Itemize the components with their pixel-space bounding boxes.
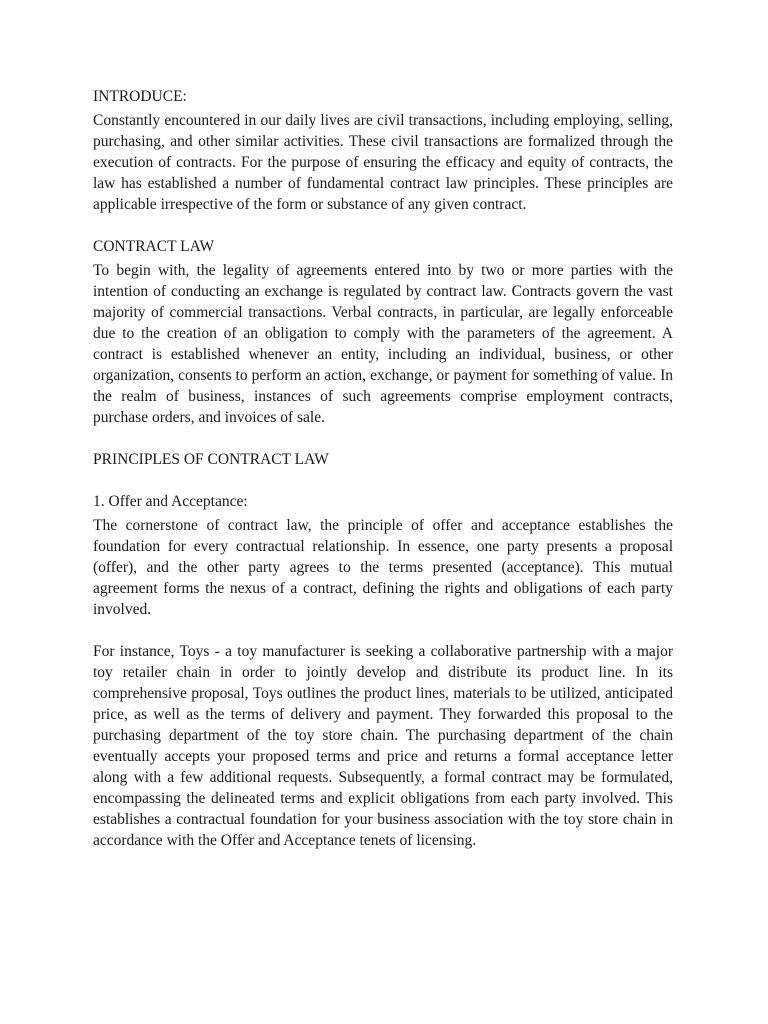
offer-paragraph-2: For instance, Toys - a toy manufacturer is seeking a collaborative partnership with a major toy retailer chain in order to jointly develop and distribute its product line. In its comprehensive proposal, Toys outlines the product lines, materials to be utilized, anticipated price, as well as the terms of delivery and payment. They forwarded this proposal to the purchasing department of the toy store chain. The purchasing department of the chain eventually accepts your proposed terms and price and returns a formal acceptance letter along with a few additional requests. Subsequently, a formal contract may be formulated, encompassing the delineated terms and explicit obligations from each party involved. This establishes a contractual foundation for your business association with the toy store chain in accordance with the Offer and Acceptance tenets of licensing.	[93, 643, 673, 849]
principles-heading: PRINCIPLES OF CONTRACT LAW	[93, 451, 329, 468]
intro-paragraph: Constantly encountered in our daily lives are civil transactions, including employing, selling, purchasing, and other similar activities. These civil transactions are formalized through the execution of contracts. For the purpose of ensuring the efficacy and equity of contracts, the law has established a number of fundamental contract law principles. These principles are applicable irrespective of the form or substance of any given contract.	[93, 112, 673, 213]
offer-acceptance-heading: 1. Offer and Acceptance:	[93, 493, 248, 510]
offer-paragraph-1: The cornerstone of contract law, the principle of offer and acceptance establishes the foundation for every contractual relationship. In essence, one party presents a proposal (offer), and the other party agrees to the terms presented (acceptance). This mutual agreement forms the nexus of a contract, defining the rights and obligations of each party involved.	[93, 517, 673, 618]
contract-law-heading: CONTRACT LAW	[93, 238, 215, 255]
document-page	[93, 86, 673, 851]
contract-law-paragraph: To begin with, the legality of agreements entered into by two or more parties with the intention of conducting an exchange is regulated by contract law. Contracts govern the vast majority of commercial transactions. Verbal contracts, in particular, are legally enforceable due to the creation of an obligation to comply with the parameters of the agreement. A contract is established whenever an entity, including an individual, business, or other organization, consents to perform an action, exchange, or payment for something of value. In the realm of business, instances of such agreements comprise employment contracts, purchase orders, and invoices of sale.	[93, 262, 673, 426]
intro-heading: INTRODUCE:	[93, 88, 187, 105]
